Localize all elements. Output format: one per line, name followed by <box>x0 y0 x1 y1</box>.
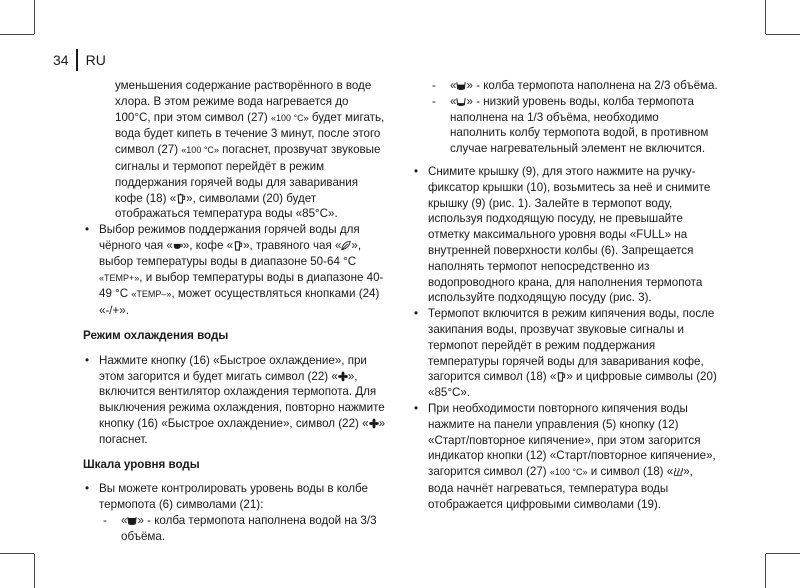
fan-icon <box>369 418 379 429</box>
dash-item-low: - « » - низкий уровень воды, колба термопота наполнена на 1/3 объёма, необходимо наполнить колбу термопота водой, в противном случае нагревательный элемент не включится. <box>412 94 718 157</box>
crop-mark <box>765 554 766 588</box>
language-code: RU <box>85 52 106 68</box>
crop-mark <box>0 34 34 35</box>
paragraph-boil-continuation: уменьшения содержание растворённого в воде хлора. В этом режиме вода нагревается до 100°С, при этом символ (27) «100 °С» будет мигать, вода будет кипеть в течение 3 минут, после этого символ (27) «100 °С» погаснет, прозвучат звуковые сигналы и термопот перейдёт в режим поддержания горячей воды для заваривания кофе (18) « », символами (20) будет отображаться температура воды «85°С». <box>115 79 385 221</box>
fan-icon <box>338 371 348 382</box>
crop-mark <box>34 0 35 34</box>
crop-mark <box>766 34 800 35</box>
crop-mark <box>34 554 35 588</box>
flask-full-icon <box>127 515 137 526</box>
right-column <box>412 78 718 513</box>
black-tea-cup-icon <box>173 240 183 251</box>
crop-mark <box>766 553 800 554</box>
coffee-pot-icon <box>233 240 243 251</box>
flask-low-icon <box>456 96 466 107</box>
coffee-pot-icon <box>556 371 566 382</box>
heating-waves-icon <box>673 466 683 477</box>
dash-item-two-thirds: - « » - колба термопота наполнена на 2/3 объёма. <box>412 78 718 94</box>
bullet-fill-water: • Снимите крышку (9), для этого нажмите на ручку-фиксатор крышки (10), возьмитесь за неё и снимите крышку (9) (рис. 1). Залейте в термопот воду, используя подходящую посуду, не превышайте отметку максимального уровня воды «FULL» на внутренней поверхности колбы (6). Запрещается наполнять термопот непосредственно из водопроводного крана, для наполнения термопота используйте подходящую посуду (рис. 3). <box>412 164 718 306</box>
bullet-reboil: • При необходимости повторного кипячения воды нажмите на панели управления (5) кнопку (12) «Старт/повторное кипячение», при этом загорится индикатор кнопки (12) «Старт/повторное кипячение», загорится символ (27) «100 °С» и символ (18) « », вода начнёт нагреваться, температура воды отображается цифровыми символами (19). <box>412 401 718 513</box>
left-column <box>83 78 387 545</box>
page-number: 34 <box>53 52 69 68</box>
flask-two-thirds-icon <box>456 80 466 91</box>
bullet-cooling: • Нажмите кнопку (16) «Быстрое охлаждение», при этом загорится и будет мигать символ (22) « », включится вентилятор охлаждения термопота. Для выключения режима охлаждения, повторно нажмите кнопку (16) «Быстрое охлаждение», символ (22) « » погаснет. <box>83 353 387 448</box>
section-heading-water-level: Шкала уровня воды <box>83 457 200 471</box>
herbal-leaf-icon <box>341 240 351 251</box>
coffee-pot-icon <box>176 193 186 204</box>
bullet-tea-modes: • Выбор режимов поддержания горячей воды для чёрного чая « », кофе « », травяного чая « », выбор температуры воды в диапазоне 50-64 °С «TEMP+», и выбор температуры воды в диапазоне 40-49 °С «TEMP–», может осуществляться кнопками (24) «-/+». <box>83 222 387 319</box>
bullet-boil-mode: • Термопот включится в режим кипячения воды, после закипания воды, прозвучат звуковые сигналы и термопот перейдёт в режим поддержания температуры горячей воды для заваривания кофе, загорится символ (18) « » и цифровые символы (20) «85°С». <box>412 306 718 401</box>
crop-mark <box>0 553 34 554</box>
header-divider <box>76 49 78 71</box>
crop-mark <box>765 0 766 34</box>
dash-item-full: - « » - колба термопота наполнена водой на 3/3 объёма. <box>83 513 387 545</box>
section-heading-cooling: Режим охлаждения воды <box>83 328 229 342</box>
page-header <box>53 49 106 71</box>
bullet-water-level: • Вы можете контролировать уровень воды в колбе термопота (6) символами (21): <box>83 481 387 513</box>
